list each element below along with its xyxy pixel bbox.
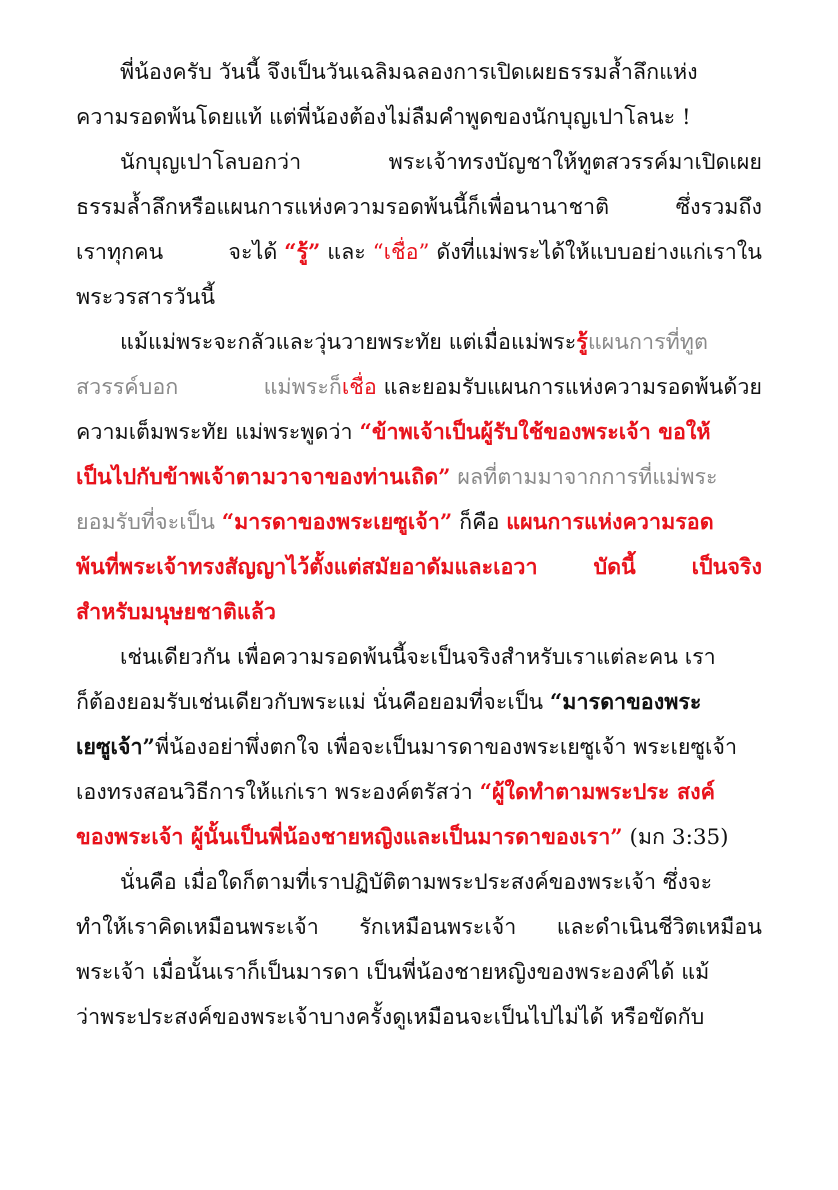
text: สำหรับมนุษยชาติแล้ว [76,600,276,625]
text: พระวรสารวันนี้ [76,285,216,310]
quote: “มารดาของพระเยซูเจ้า” [221,510,453,535]
text: และดำเนินชีวิตเหมือน [556,915,762,940]
text-line [76,815,762,860]
text: รักเหมือนพระเจ้า [359,915,517,940]
text: จะได้ [228,240,285,265]
text-group [228,230,762,275]
text: ดังที่แม่พระได้ให้แบบอย่างแก่เราใน [429,240,762,265]
text-line [76,50,762,95]
text: เป็นจริง [691,555,762,580]
text: ซึ่งรวมถึง [675,195,762,220]
highlight-believe: “เชื่อ” [372,240,430,265]
text-line [76,500,762,545]
text-line [76,905,762,950]
text: นั่นคือ เมื่อใดก็ตามที่เราปฏิบัติตามพระประสงค์ของพระเจ้า ซึ่งจะ [120,870,713,895]
text-group [264,365,762,410]
quote: “ผู้ใดทำตามพระประ สงค์ [479,780,715,805]
text: ความเต็มพระทัย แม่พระพูดว่า [76,420,360,445]
quote: ของพระเจ้า ผู้นั้นเป็นพี่น้องชายหญิงและเป็นมารดาของเรา” [76,825,623,850]
text-line [76,680,762,725]
text: และ [320,240,373,265]
quote: “ข้าพเจ้าเป็นผู้รับใช้ของพระเจ้า ขอให้ [359,420,711,445]
text: แม่พระก็ [263,375,342,400]
text: พี่น้องครับ วันนี้ จึงเป็นวันเฉลิมฉลองการเปิดเผยธรรมล้ำลึกแห่ง [120,60,698,85]
quote: เยซูเจ้า” [76,735,155,760]
text: ก็ต้องยอมรับเช่นเดียวกับพระแม่ นั่นคือยอมที่จะเป็น [76,690,550,715]
text: สวรรค์บอก [76,375,179,400]
text-line [76,275,762,320]
text: เราทุกคน [76,240,164,265]
text-line [76,950,762,995]
text-line [76,365,762,410]
text: นักบุญเปาโลบอกว่า [120,150,302,175]
text-line [76,95,762,140]
quote: เป็นไปกับข้าพเจ้าตามวาจาของท่านเถิด” [76,465,451,490]
text-line [76,635,762,680]
text: บัดนี้ [593,555,636,580]
text: และยอมรับแผนการแห่งความรอดพ้นด้วย [376,375,762,400]
highlight-believe: เชื่อ [341,375,377,400]
text-line [76,545,762,590]
text: แม้แม่พระจะกลัวและวุ่นวายพระทัย แต่เมื่อแม่พระ [120,330,577,355]
highlight-know: “รู้” [284,240,321,265]
text: ว่าพระประสงค์ของพระเจ้าบางครั้งดูเหมือนจะเป็นไปไม่ได้ หรือขัดกับ [76,1005,705,1030]
text: เช่นเดียวกัน เพื่อความรอดพ้นนี้จะเป็นจริงสำหรับเราแต่ละคน เรา [120,645,716,670]
text-line [76,995,762,1040]
text-line [76,725,762,770]
text-line [76,455,762,500]
text: ธรรมล้ำลึกหรือแผนการแห่งความรอดพ้นนี้ก็เพื่อนานาชาติ [76,195,610,220]
text-line [76,185,762,230]
text: พระเจ้าทรงบัญชาให้ทูตสวรรค์มาเปิดเผย [388,150,762,175]
text-line [76,230,762,275]
highlight: แผนการแห่งความรอด [506,510,714,535]
text-line [76,770,762,815]
text: เองทรงสอนวิธีการให้แก่เรา พระองค์ตรัสว่า [76,780,480,805]
text-line [76,320,762,365]
quote: “มารดาของพระ [549,690,702,715]
text: พี่น้องอย่าพึ่งตกใจ เพื่อจะเป็นมารดาของพระเยซูเจ้า พระเยซูเจ้า [154,735,738,760]
text: ความรอดพ้นโดยแท้ แต่พี่น้องต้องไม่ลืมคำพูดของนักบุญเปาโลนะ ! [76,105,691,130]
text: พ้นที่พระเจ้าทรงสัญญาไว้ตั้งแต่สมัยอาดัมและเอวา [76,555,538,580]
document-page [76,50,762,1040]
text: ก็คือ [452,510,507,535]
text-line [76,140,762,185]
text-line [76,410,762,455]
text: พระเจ้า เมื่อนั้นเราก็เป็นมารดา เป็นพี่น้องชายหญิงของพระองค์ได้ แม้ [76,960,710,985]
highlight-know: รู้ [576,330,588,355]
text: ผลที่ตามมาจากการที่แม่พระ [450,465,718,490]
text-line [76,590,762,635]
citation: (มก 3:35) [622,825,729,850]
text: ยอมรับที่จะเป็น [76,510,222,535]
text: ทำให้เราคิดเหมือนพระเจ้า [76,915,319,940]
text-line [76,860,762,905]
text: แผนการที่ทูต [587,330,708,355]
